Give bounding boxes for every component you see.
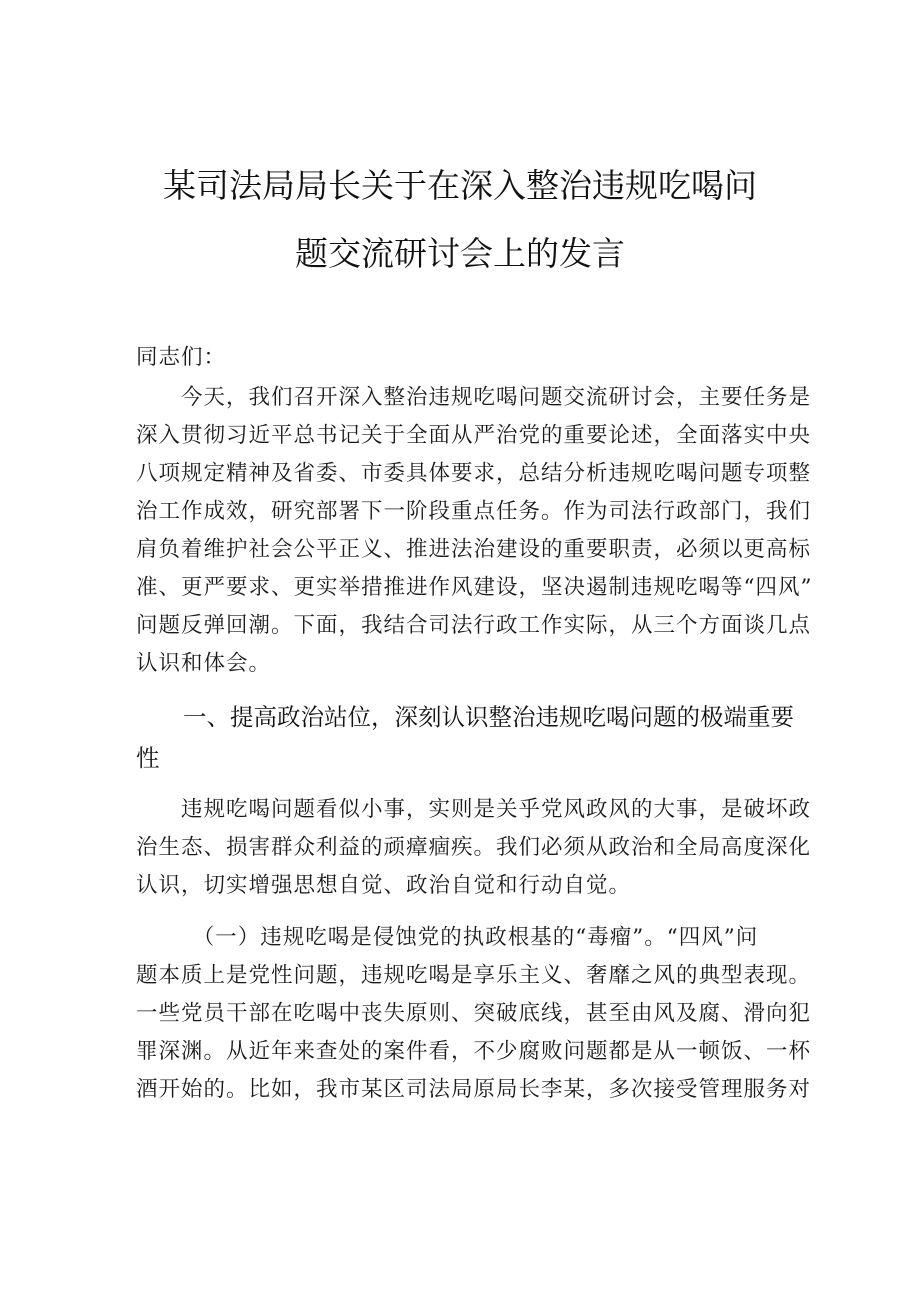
intro-line: 准、更严要求、更实举措推进作风建设，坚决遏制违规吃喝等“四风” <box>136 575 813 600</box>
document-title-line-1: 某司法局局长关于在深入整治违规吃喝问 <box>163 166 757 205</box>
paragraph-line: 罪深渊。从近年来查处的案件看，不少腐败问题都是从一顿饭、一杯 <box>136 1039 812 1064</box>
salutation: 同志们： <box>136 345 227 370</box>
paragraph-line: （一）违规吃喝是侵蚀党的执政根基的“毒瘤”。“四风”问 <box>136 925 759 950</box>
intro-line: 治工作成效，研究部署下一阶段重点任务。作为司法行政部门，我们 <box>136 499 812 524</box>
intro-line: 肩负着维护社会公平正义、推进法治建设的重要职责，必须以更高标 <box>136 537 812 562</box>
intro-line: 认识和体会。 <box>136 651 272 676</box>
paragraph-line: 违规吃喝问题看似小事，实则是关乎党风政风的大事，是破坏政 <box>136 797 812 822</box>
paragraph-line: 题本质上是党性问题，违规吃喝是享乐主义、奢靡之风的典型表现。 <box>136 963 812 988</box>
section-heading-line: 性 <box>136 744 160 772</box>
paragraph-line: 酒开始的。比如，我市某区司法局原局长李某，多次接受管理服务对 <box>136 1077 812 1102</box>
paragraph-line: 一些党员干部在吃喝中丧失原则、突破底线，甚至由风及腐、滑向犯 <box>136 1001 812 1026</box>
document-title-line-2: 题交流研讨会上的发言 <box>295 234 625 273</box>
intro-line: 深入贯彻习近平总书记关于全面从严治党的重要论述，全面落实中央 <box>136 423 812 448</box>
intro-line: 今天，我们召开深入整治违规吃喝问题交流研讨会，主要任务是 <box>136 385 812 410</box>
paragraph-line: 认识，切实增强思想自觉、政治自觉和行动自觉。 <box>136 873 632 898</box>
intro-line: 八项规定精神及省委、市委具体要求，总结分析违规吃喝问题专项整 <box>136 461 812 486</box>
paragraph-line: 治生态、损害群众利益的顽瘴痼疾。我们必须从政治和全局高度深化 <box>136 835 812 860</box>
intro-line: 问题反弹回潮。下面，我结合司法行政工作实际，从三个方面谈几点 <box>136 613 812 638</box>
section-heading-line: 一、提高政治站位，深刻认识整治违规吃喝问题的极端重要 <box>136 703 794 731</box>
